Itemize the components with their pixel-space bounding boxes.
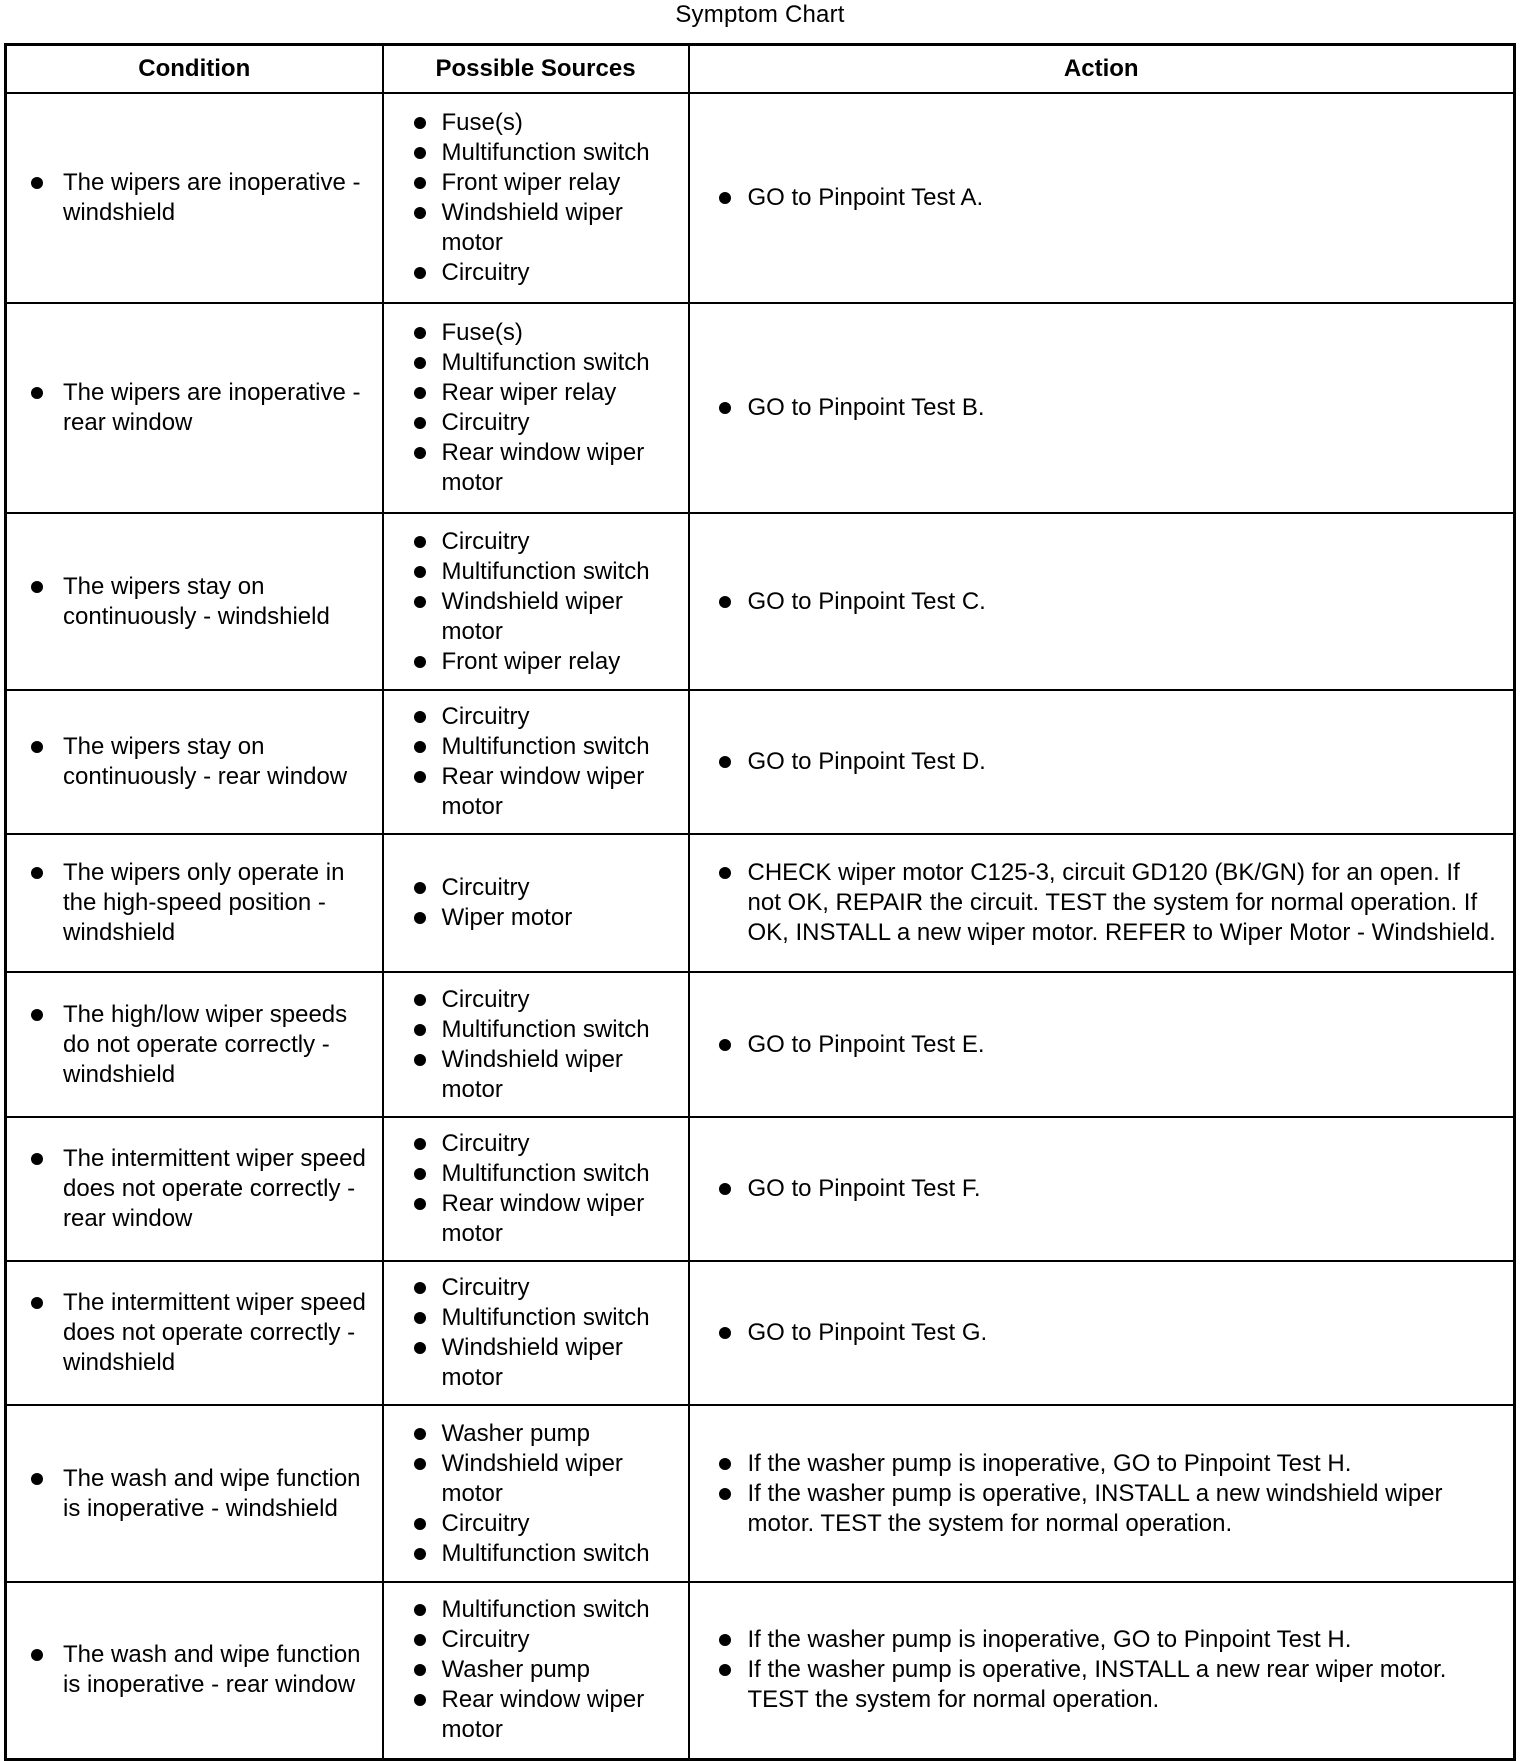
sources-cell <box>383 1261 689 1405</box>
source-item: Circuitry <box>442 1509 680 1539</box>
condition-text: The wash and wipe function is inoperative - rear window <box>63 1640 374 1700</box>
action-cell <box>689 1405 1515 1582</box>
action-item: GO to Pinpoint Test E. <box>748 1030 1500 1060</box>
source-item: Circuitry <box>442 408 680 438</box>
header-row <box>6 45 1515 94</box>
action-cell <box>689 1582 1515 1759</box>
source-item: Windshield wiper motor <box>442 1045 680 1105</box>
sources-cell <box>383 1117 689 1261</box>
condition-cell <box>6 513 383 690</box>
action-cell <box>689 690 1515 834</box>
header-action: Action <box>689 45 1515 94</box>
table-row <box>6 690 1515 834</box>
condition-cell <box>6 1582 383 1759</box>
condition-text: The wipers only operate in the high-speed position - windshield <box>63 858 374 948</box>
source-item: Front wiper relay <box>442 647 680 677</box>
condition-text: The wipers are inoperative - rear window <box>63 378 374 438</box>
condition-text: The wipers stay on continuously - windshield <box>63 572 374 632</box>
action-cell <box>689 513 1515 690</box>
source-item: Circuitry <box>442 985 680 1015</box>
condition-cell <box>6 834 383 972</box>
action-item: GO to Pinpoint Test A. <box>748 183 1500 213</box>
symptom-chart-table <box>4 43 1516 1761</box>
action-cell <box>689 1261 1515 1405</box>
sources-cell <box>383 1405 689 1582</box>
source-item: Front wiper relay <box>442 168 680 198</box>
source-item: Circuitry <box>442 1625 680 1655</box>
source-item: Windshield wiper motor <box>442 1333 680 1393</box>
action-item: If the washer pump is operative, INSTALL a new windshield wiper motor. TEST the system for normal operation. <box>748 1479 1500 1539</box>
source-item: Wiper motor <box>442 903 680 933</box>
source-item: Multifunction switch <box>442 1015 680 1045</box>
table-row <box>6 1117 1515 1261</box>
action-item: GO to Pinpoint Test D. <box>748 747 1500 777</box>
source-item: Windshield wiper motor <box>442 198 680 258</box>
source-item: Fuse(s) <box>442 318 680 348</box>
table-row <box>6 1582 1515 1759</box>
action-cell <box>689 93 1515 303</box>
header-condition: Condition <box>6 45 383 94</box>
action-cell <box>689 834 1515 972</box>
action-item: CHECK wiper motor C125-3, circuit GD120 (BK/GN) for an open. If not OK, REPAIR the circuit. TEST the system for normal operation. If OK, INSTALL a new wiper motor. REFER to Wiper Motor - Windshield. <box>748 858 1500 948</box>
source-item: Multifunction switch <box>442 557 680 587</box>
source-item: Windshield wiper motor <box>442 1449 680 1509</box>
source-item: Rear window wiper motor <box>442 1189 680 1249</box>
condition-text: The wash and wipe function is inoperative - windshield <box>63 1464 374 1524</box>
source-item: Circuitry <box>442 1273 680 1303</box>
source-item: Washer pump <box>442 1655 680 1685</box>
condition-cell <box>6 93 383 303</box>
condition-cell <box>6 303 383 513</box>
sources-cell <box>383 690 689 834</box>
table-row <box>6 93 1515 303</box>
source-item: Circuitry <box>442 1129 680 1159</box>
source-item: Multifunction switch <box>442 1595 680 1625</box>
condition-text: The intermittent wiper speed does not operate correctly - rear window <box>63 1144 374 1234</box>
action-cell <box>689 972 1515 1117</box>
condition-cell <box>6 1261 383 1405</box>
source-item: Fuse(s) <box>442 108 680 138</box>
action-item: If the washer pump is operative, INSTALL a new rear wiper motor. TEST the system for normal operation. <box>748 1655 1500 1715</box>
sources-cell <box>383 972 689 1117</box>
condition-cell <box>6 690 383 834</box>
source-item: Multifunction switch <box>442 348 680 378</box>
source-item: Rear wiper relay <box>442 378 680 408</box>
action-item: GO to Pinpoint Test C. <box>748 587 1500 617</box>
sources-cell <box>383 93 689 303</box>
condition-text: The wipers are inoperative - windshield <box>63 168 374 228</box>
table-row <box>6 1405 1515 1582</box>
action-item: GO to Pinpoint Test F. <box>748 1174 1500 1204</box>
action-cell <box>689 1117 1515 1261</box>
table-row <box>6 303 1515 513</box>
source-item: Circuitry <box>442 702 680 732</box>
table-row <box>6 1261 1515 1405</box>
action-item: GO to Pinpoint Test B. <box>748 393 1500 423</box>
sources-cell <box>383 303 689 513</box>
source-item: Multifunction switch <box>442 732 680 762</box>
action-item: If the washer pump is inoperative, GO to Pinpoint Test H. <box>748 1449 1500 1479</box>
source-item: Circuitry <box>442 873 680 903</box>
condition-cell <box>6 1405 383 1582</box>
page-title: Symptom Chart <box>675 1 845 28</box>
source-item: Rear window wiper motor <box>442 438 680 498</box>
sources-cell <box>383 1582 689 1759</box>
source-item: Rear window wiper motor <box>442 762 680 822</box>
source-item: Circuitry <box>442 527 680 557</box>
condition-cell <box>6 972 383 1117</box>
source-item: Multifunction switch <box>442 1159 680 1189</box>
table-row <box>6 972 1515 1117</box>
table-row <box>6 834 1515 972</box>
source-item: Washer pump <box>442 1419 680 1449</box>
source-item: Multifunction switch <box>442 1539 680 1569</box>
sources-cell <box>383 513 689 690</box>
header-possible-sources: Possible Sources <box>383 45 689 94</box>
action-item: If the washer pump is inoperative, GO to Pinpoint Test H. <box>748 1625 1500 1655</box>
table-row <box>6 513 1515 690</box>
condition-text: The high/low wiper speeds do not operate correctly - windshield <box>63 1000 374 1090</box>
source-item: Multifunction switch <box>442 138 680 168</box>
condition-cell <box>6 1117 383 1261</box>
source-item: Windshield wiper motor <box>442 587 680 647</box>
source-item: Rear window wiper motor <box>442 1685 680 1745</box>
sources-cell <box>383 834 689 972</box>
source-item: Multifunction switch <box>442 1303 680 1333</box>
action-cell <box>689 303 1515 513</box>
condition-text: The wipers stay on continuously - rear window <box>63 732 374 792</box>
table-body <box>6 93 1515 1759</box>
action-item: GO to Pinpoint Test G. <box>748 1318 1500 1348</box>
source-item: Circuitry <box>442 258 680 288</box>
condition-text: The intermittent wiper speed does not operate correctly - windshield <box>63 1288 374 1378</box>
